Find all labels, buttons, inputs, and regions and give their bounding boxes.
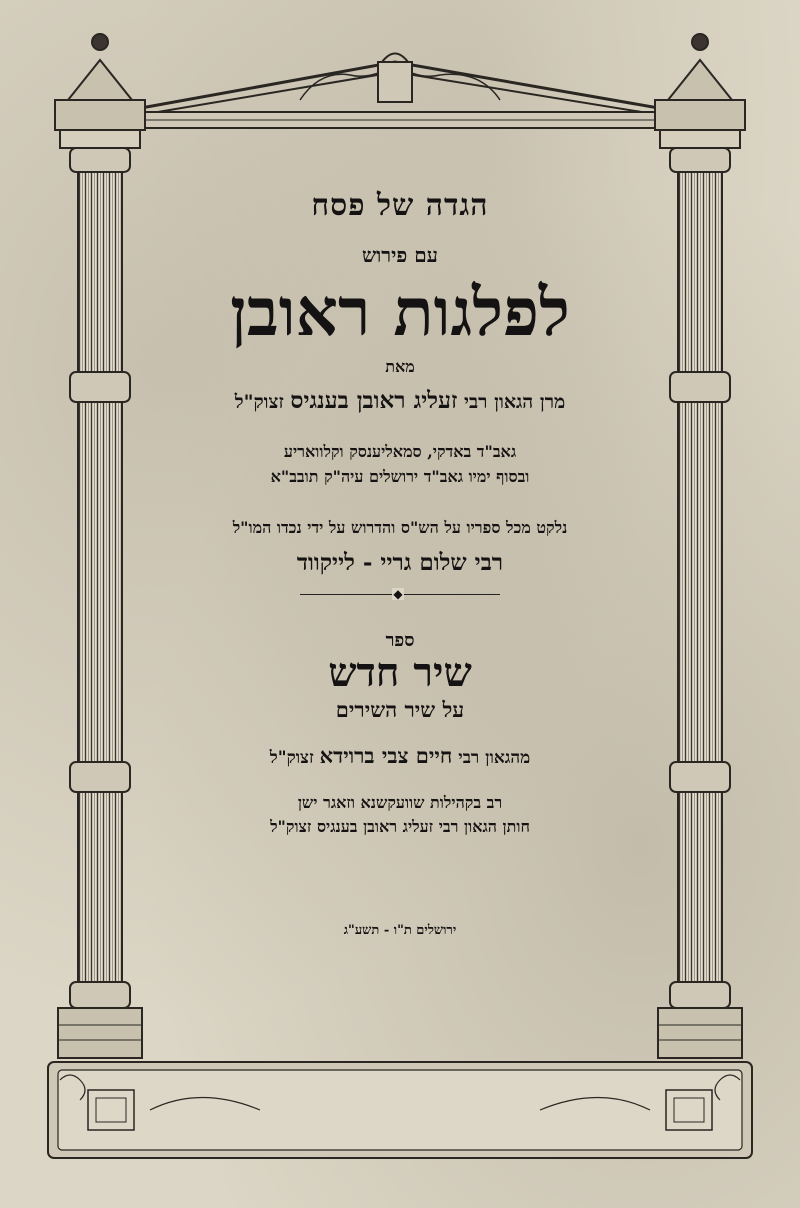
second-author-detail: חותן הגאון רבי זעליג ראובן בענגיס זצוק"ל	[270, 817, 530, 837]
second-author-line	[150, 743, 650, 769]
compiled-line: נלקט מכל ספריו על הש"ס והדרוש על ידי נכדו המו"ל	[232, 517, 568, 537]
second-author-suffix: זצוק"ל	[269, 747, 314, 768]
author-positions	[150, 440, 650, 490]
diamond-icon: ◆	[393, 586, 403, 601]
publication-line: ירושלים ת"ו - תשע"ג	[343, 923, 457, 939]
author-prefix: מרן הגאון רבי	[464, 391, 566, 414]
bottom-base	[48, 1062, 752, 1158]
commentary-title: לפלגות ראובן	[230, 273, 570, 351]
sefer-label: ספר	[385, 629, 415, 651]
second-subtitle: על שיר השירים	[335, 696, 465, 722]
top-pediment	[130, 54, 670, 129]
second-author-prefix: מהגאון רבי	[458, 747, 531, 768]
divider-ornament	[300, 586, 500, 602]
author-line	[150, 387, 650, 414]
by-label: מאת	[385, 357, 415, 377]
position-line: גאב"ד באדקי, סמאליענסק וקלוואריע	[283, 442, 517, 462]
position-line: ובסוף ימיו גאב"ד ירושלים עיה"ק תובב"א	[270, 467, 530, 487]
second-author-details	[150, 791, 650, 841]
haggadah-title: הגדה של פסח	[311, 188, 489, 223]
second-author-detail: רב בקהילות שוועקשנא וזאגר ישן	[297, 792, 503, 812]
left-column	[55, 34, 145, 1058]
title-text-block	[150, 188, 650, 938]
author-suffix: זצוק"ל	[234, 391, 284, 414]
right-column	[655, 34, 745, 1058]
compiler-name: רבי שלום גריי - לייקווד	[296, 548, 504, 576]
commentary-label: עם פירוש	[362, 243, 438, 267]
second-title: שיר חדש	[328, 648, 472, 696]
author-name: זעליג ראובן בענגיס	[290, 387, 458, 415]
second-author-name: חיים צבי ברוידא	[319, 742, 453, 768]
